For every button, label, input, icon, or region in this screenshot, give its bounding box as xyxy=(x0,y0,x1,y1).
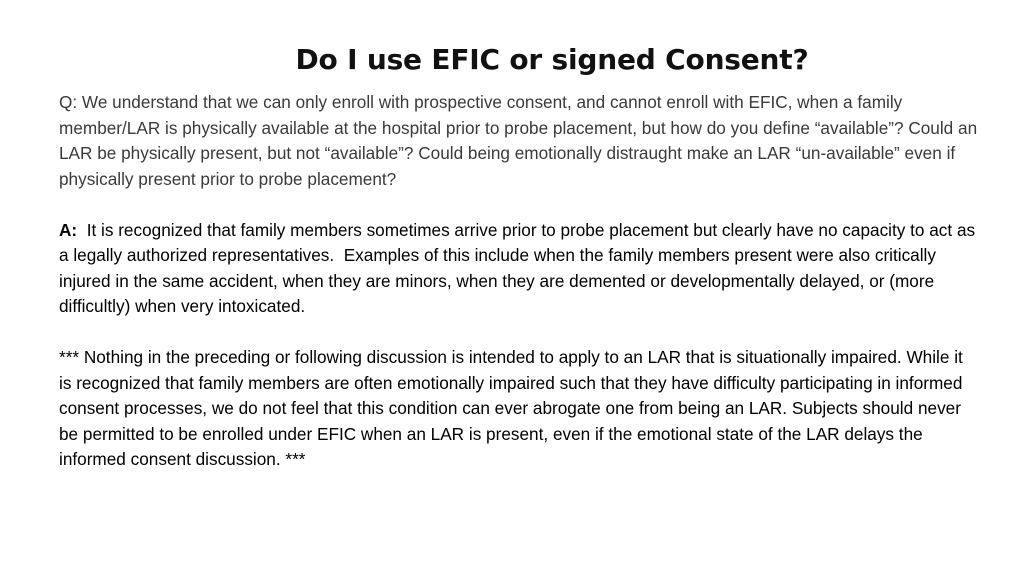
question-paragraph: Q: We understand that we can only enroll with prospective consent, and cannot enroll with EFIC, when a family member/LAR is physically available at the hospital prior to probe placement, but how do you define “available”? Could an LAR be physically present, but not “available”? Could being emotionally distraught make an LAR “un-available” even if physically present prior to probe placement? xyxy=(59,92,978,189)
answer-text: It is recognized that family members sometimes arrive prior to probe placement but clearly have no capacity to act as a legally authorized representatives. Examples of this include when the family members present were also critically injured in the same accident, when they are minors, when they are demented or developmentally delayed, or (more difficultly) when very intoxicated. xyxy=(59,219,980,316)
answer-paragraph xyxy=(59,218,979,320)
slide-body xyxy=(59,90,979,473)
paragraph-spacer xyxy=(59,320,979,346)
note-paragraph: *** Nothing in the preceding or following discussion is intended to apply to an LAR that is situationally impaired. While it is recognized that family members are often emotionally impaired such that they have difficulty participating in informed consent processes, we do not feel that this condition can ever abrogate one from being an LAR. Subjects should never be permitted to be enrolled under EFIC when an LAR is present, even if the emotional state of the LAR delays the informed consent discussion. *** xyxy=(59,347,963,469)
answer-label: A: xyxy=(59,219,78,240)
paragraph-spacer xyxy=(59,192,979,218)
slide-title: Do I use EFIC or signed Consent? xyxy=(295,43,809,76)
